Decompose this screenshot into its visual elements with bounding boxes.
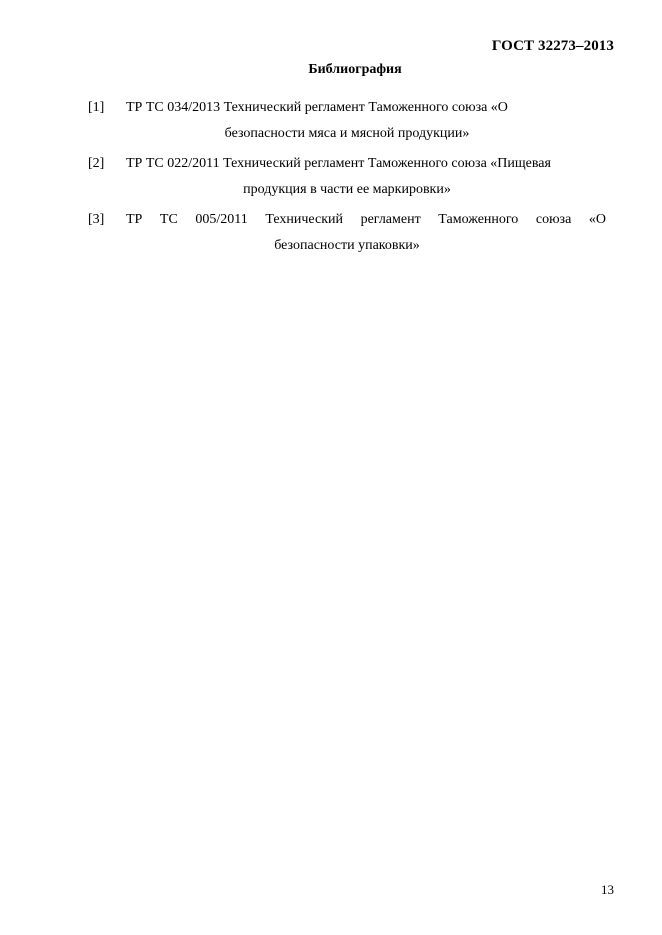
bibliography-item <box>88 95 606 147</box>
bibliography-item-line2: продукция в части ее маркировки» <box>243 182 451 197</box>
page-number: 13 <box>601 882 614 897</box>
bibliography-item-number: [2] <box>88 156 105 171</box>
bibliography-item-line2: безопасности упаковки» <box>274 238 420 253</box>
bibliography-item-line1: ТР ТС 022/2011 Технический регламент Таможенного союза «Пищевая <box>126 156 551 171</box>
document-code: ГОСТ 32273–2013 <box>491 38 614 54</box>
bibliography-item-number: [3] <box>88 212 105 227</box>
bibliography-item <box>88 207 606 259</box>
bibliography-item <box>88 151 606 203</box>
bibliography-item-number: [1] <box>88 100 105 115</box>
bibliography-item-line1: ТР ТС 005/2011 Технический регламент Таможенного союза «О <box>126 212 606 227</box>
bibliography-item-line2: безопасности мяса и мясной продукции» <box>224 126 470 141</box>
bibliography-item-line1: ТР ТС 034/2013 Технический регламент Таможенного союза «О <box>126 100 508 115</box>
bibliography-list <box>88 95 606 263</box>
section-title: Библиография <box>308 62 402 77</box>
bibliography-item-text <box>126 95 606 147</box>
bibliography-item-text <box>126 151 606 203</box>
bibliography-item-text <box>126 207 606 259</box>
